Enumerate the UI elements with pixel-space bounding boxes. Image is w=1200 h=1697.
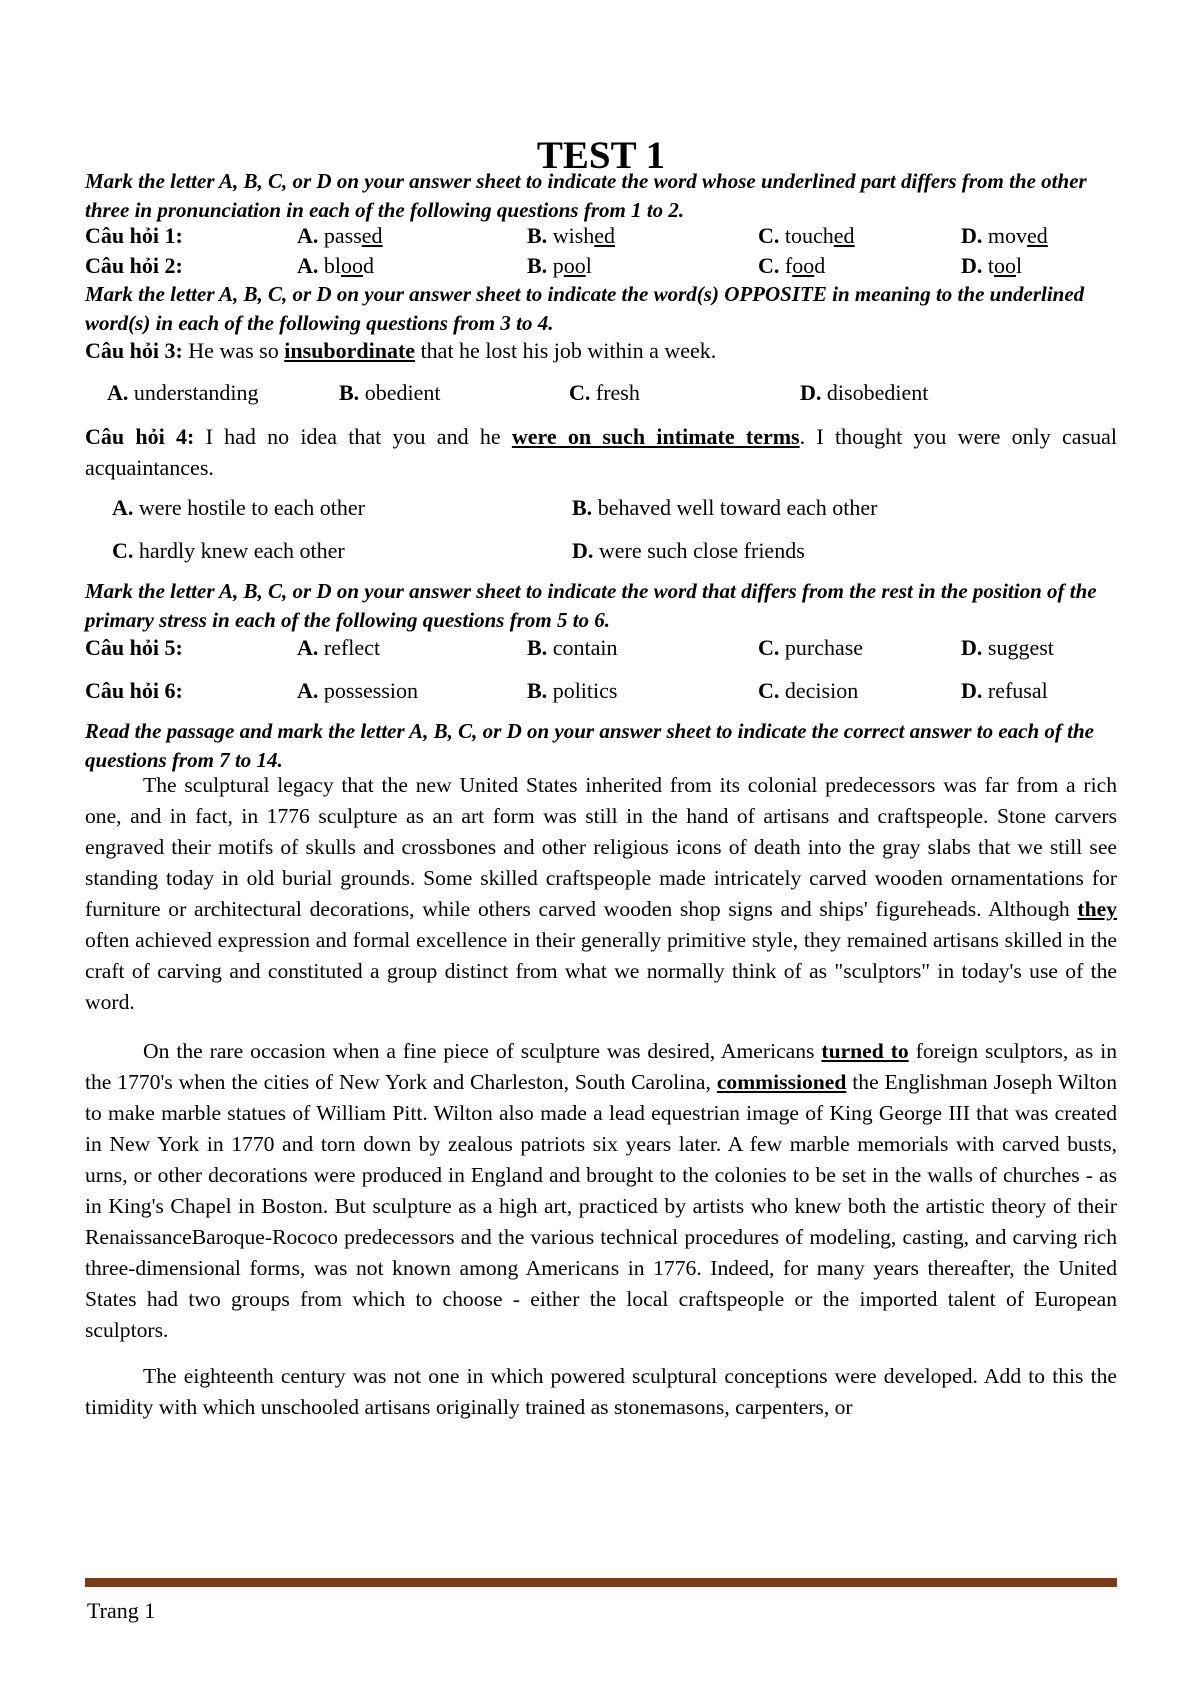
question-6 <box>85 676 1117 706</box>
option-c: C. fresh <box>569 380 640 405</box>
option-b: B. pool <box>527 253 592 278</box>
option-d: D. were such close friends <box>572 538 805 563</box>
footer-divider <box>85 1578 1117 1587</box>
passage-paragraph-3: The eighteenth century was not one in which powered sculptural conceptions were developed. Add to this the timidity with which unschooled artisans originally trained as stonemasons, carpenters, or <box>85 1364 1117 1419</box>
option-c: C. purchase <box>758 635 864 660</box>
question-4-options-row1 <box>85 493 1117 523</box>
option-a: A. passed <box>297 223 383 248</box>
option-a: A. were hostile to each other <box>112 495 365 520</box>
option-b: B. politics <box>527 678 618 703</box>
question-label: Câu hỏi 5: <box>85 635 183 660</box>
option-c: C. food <box>758 253 826 278</box>
question-5 <box>85 633 1117 663</box>
question-4-options-row2 <box>85 536 1117 566</box>
option-a: A. reflect <box>297 635 381 660</box>
option-d: D. moved <box>961 223 1048 248</box>
option-d: D. tool <box>961 253 1023 278</box>
option-d: D. suggest <box>961 635 1054 660</box>
instruction-stress: Mark the letter A, B, C, or D on your answer sheet to indicate the word that differs from the rest in the position of the primary stress in each of the following questions from 5 to 6. <box>85 579 1097 632</box>
passage-paragraph-2: On the rare occasion when a fine piece of sculpture was desired, Americans turned to foreign sculptors, as in the 1770's when the cities of New York and Charleston, South Carolina, commissioned the Englishman Joseph Wilton to make marble statues of William Pitt. Wilton also made a lead equestrian image of King George III that was created in New York in 1770 and torn down by zealous patriots six years later. A few marble memorials with carved busts, urns, or other decorations were produced in England and brought to the colonies to be set in the walls of churches - as in King's Chapel in Boston. But sculpture as a high art, practiced by artists who knew both the artistic theory of their RenaissanceBaroque-Rococo predecessors and the various technical procedures of modeling, casting, and carving rich three-dimensional forms, was not known among Americans in 1776. Indeed, for many years thereafter, the United States had two groups from which to choose - either the local craftspeople or the imported talent of European sculptors. <box>85 1039 1118 1342</box>
question-label: Câu hỏi 2: <box>85 253 183 278</box>
option-b: B. behaved well toward each other <box>572 495 878 520</box>
page-title: TEST 1 <box>536 134 666 177</box>
question-4-stem: Câu hỏi 4: I had no idea that you and he were on such intimate terms. I thought you were only casual acquaintances. <box>85 424 1118 480</box>
question-3-options <box>85 378 1117 408</box>
question-label: Câu hỏi 6: <box>85 678 183 703</box>
question-1 <box>85 221 1117 251</box>
question-label: Câu hỏi 1: <box>85 223 183 248</box>
passage-paragraph-1: The sculptural legacy that the new United States inherited from its colonial predecessors was far from a rich one, and in fact, in 1776 sculpture as an art form was still in the hand of artisans and craftspeople. Stone carvers engraved their motifs of skulls and crossbones and other religious icons of death into the gray slabs that we still see standing today in old burial grounds. Some skilled craftspeople made intricately carved wooden ornamentations for furniture or architectural decorations, while others carved wooden shop signs and ships' figureheads. Although they often achieved expression and formal excellence in their generally primitive style, they remained artisans skilled in the craft of carving and constituted a group distinct from what we normally think of as "sculptors" in today's use of the word. <box>85 773 1117 1014</box>
question-2 <box>85 251 1117 281</box>
option-c: C. touched <box>758 223 855 248</box>
instruction-pronunciation: Mark the letter A, B, C, or D on your answer sheet to indicate the word whose underlined part differs from the other three in pronunciation in each of the following questions from 1 to 2. <box>85 169 1087 222</box>
option-c: C. decision <box>758 678 859 703</box>
option-b: B. contain <box>527 635 618 660</box>
option-a: A. possession <box>297 678 419 703</box>
option-b: B. wished <box>527 223 616 248</box>
option-c: C. hardly knew each other <box>112 538 345 563</box>
option-a: A. understanding <box>107 380 259 405</box>
option-d: D. refusal <box>961 678 1048 703</box>
instruction-opposite: Mark the letter A, B, C, or D on your answer sheet to indicate the word(s) OPPOSITE in meaning to the underlined word(s) in each of the following questions from 3 to 4. <box>85 282 1085 335</box>
page-number: Trang 1 <box>87 1598 156 1623</box>
option-b: B. obedient <box>339 380 441 405</box>
instruction-reading: Read the passage and mark the letter A, B, C, or D on your answer sheet to indicate the correct answer to each of the questions from 7 to 14. <box>85 719 1094 772</box>
option-d: D. disobedient <box>800 380 929 405</box>
question-3-stem: Câu hỏi 3: He was so insubordinate that he lost his job within a week. <box>85 338 717 363</box>
option-a: A. blood <box>297 253 375 278</box>
